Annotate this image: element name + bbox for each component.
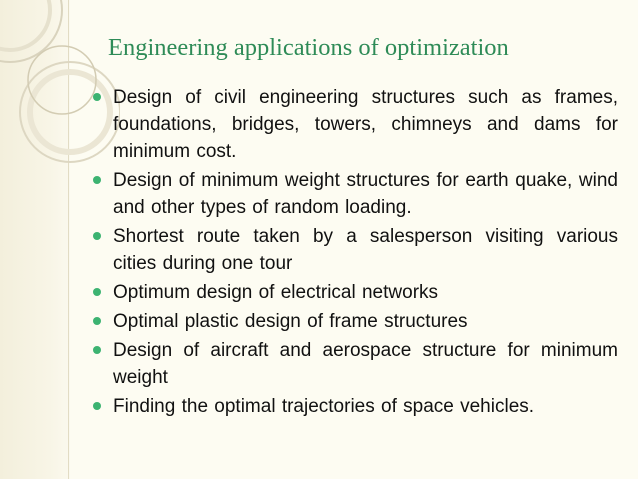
bullet-dot-icon [93,317,101,325]
bullet-text: Design of minimum weight structures for earth quake, wind and other types of random loading. [113,170,618,218]
bullet-dot-icon [93,176,101,184]
bullet-item [93,393,618,420]
bullet-text: Optimal plastic design of frame structures [113,311,468,332]
slide-title: Engineering applications of optimization [108,34,509,61]
bullet-text: Finding the optimal trajectories of space vehicles. [113,396,535,417]
bullet-list [93,84,618,422]
bullet-item [93,279,618,306]
left-decorative-band [0,0,70,479]
bullet-dot-icon [93,232,101,240]
bullet-item [93,223,618,277]
bullet-item [93,167,618,221]
bullet-dot-icon [93,402,101,410]
band-divider-line [68,0,69,479]
bullet-item [93,308,618,335]
bullet-dot-icon [93,93,101,101]
bullet-text: Design of civil engineering structures such as frames, foundations, bridges, towers, chimneys and dams for minimum cost. [113,87,618,162]
bullet-text: Shortest route taken by a salesperson visiting various cities during one tour [113,226,618,274]
bullet-dot-icon [93,288,101,296]
bullet-item [93,84,618,165]
bullet-text: Design of aircraft and aerospace structure for minimum weight [113,340,618,388]
bullet-item [93,337,618,391]
bullet-text: Optimum design of electrical networks [113,282,439,303]
bullet-dot-icon [93,346,101,354]
